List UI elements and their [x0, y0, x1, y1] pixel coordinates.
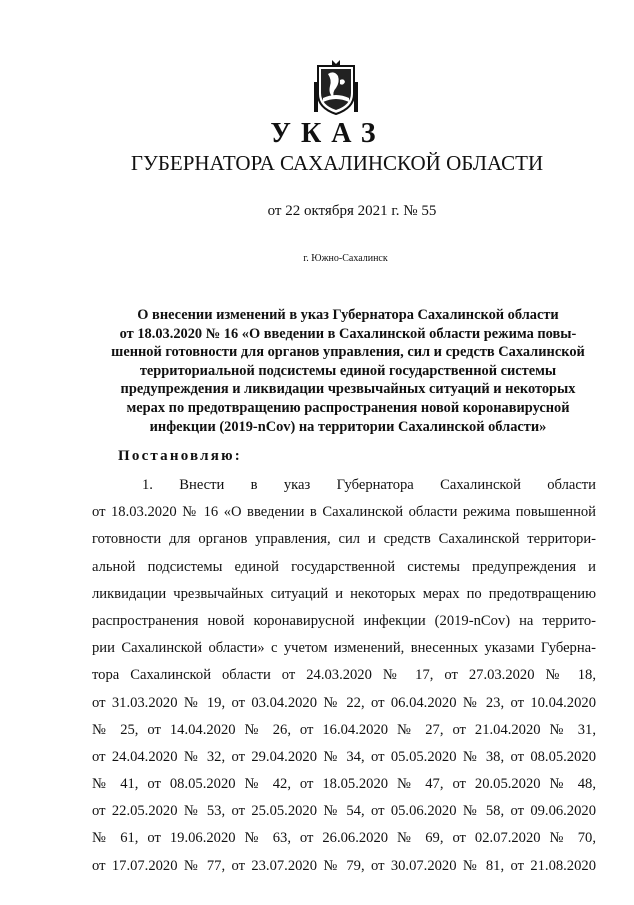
heading-line: предупреждения и ликвидации чрезвычайных ситуаций и некоторых [120, 381, 576, 398]
heading-line: шенной готовности для органов управления, сил и средств Сахалинской [111, 344, 585, 361]
document-title: УКАЗ [270, 118, 386, 149]
body-line: рии Сахалинской области» с учетом изменений, внесенных указами Губерна- [92, 640, 596, 657]
body-line: ликвидации чрезвычайных ситуаций и некоторых мерах по предотвращению [92, 585, 596, 602]
body-line: № 41, от 08.05.2020 № 42, от 18.05.2020 № 47, от 20.05.2020 № 48, [92, 776, 596, 793]
heading-line: мерах по предотвращению распространения новой коронавирусной [126, 399, 570, 416]
document-date-number: от 22 октября 2021 г. № 55 [267, 203, 437, 219]
body-line: распространения новой коронавирусной инфекции (2019-nCov) на террито- [92, 612, 596, 629]
document-subtitle: ГУБЕРНАТОРА САХАЛИНСКОЙ ОБЛАСТИ [130, 151, 544, 175]
heading-line: О внесении изменений в указ Губернатора Сахалинской области [137, 307, 559, 323]
heading-line: территориальной подсистемы единой государственной системы [139, 362, 557, 379]
document-body [92, 472, 596, 880]
sakhalin-emblem-icon [314, 58, 358, 116]
body-line: тора Сахалинской области от 24.03.2020 № 17, от 27.03.2020 № 18, [92, 667, 596, 684]
body-line: альной подсистемы единой государственной системы предупреждения и [92, 558, 596, 575]
document-city: г. Южно-Сахалинск [303, 253, 388, 264]
body-line: готовности для органов управления, сил и средств Сахалинской территори- [92, 531, 596, 548]
heading-line: от 18.03.2020 № 16 «О введении в Сахалинской области режима повы- [119, 325, 577, 342]
body-line: № 25, от 14.04.2020 № 26, от 16.04.2020 № 27, от 21.04.2020 № 31, [92, 721, 596, 738]
decree-word: Постановляю: [118, 448, 242, 464]
body-line: от 18.03.2020 № 16 «О введении в Сахалинской области режима повышенной [92, 504, 596, 521]
body-line: от 17.07.2020 № 77, от 23.07.2020 № 79, от 30.07.2020 № 81, от 21.08.2020 [92, 857, 596, 874]
body-line: от 22.05.2020 № 53, от 25.05.2020 № 54, от 05.06.2020 № 58, от 09.06.2020 [92, 803, 596, 820]
body-line: от 31.03.2020 № 19, от 03.04.2020 № 22, от 06.04.2020 № 23, от 10.04.2020 [92, 694, 596, 711]
body-line: от 24.04.2020 № 32, от 29.04.2020 № 34, от 05.05.2020 № 38, от 08.05.2020 [92, 748, 596, 765]
heading-line: инфекции (2019-nCov) на территории Сахалинской области» [149, 418, 547, 435]
body-line: 1. Внести в указ Губернатора Сахалинской области [142, 477, 596, 493]
body-line: № 61, от 19.06.2020 № 63, от 26.06.2020 № 69, от 02.07.2020 № 70, [92, 830, 596, 847]
document-heading [100, 306, 596, 436]
